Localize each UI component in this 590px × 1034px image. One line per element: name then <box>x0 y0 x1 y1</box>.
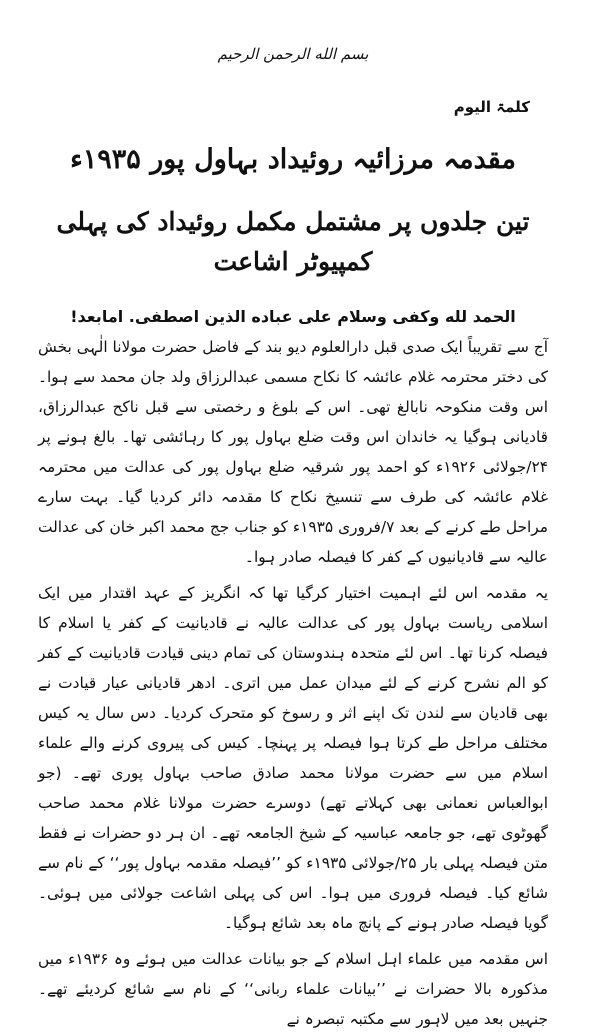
paragraph-3: اس مقدمہ میں علماء اہل اسلام کے جو بیانات عدالت میں ہوئے وہ ۱۹۳۶ء میں مذکورہ بالا حضرات نے ’’بیانات علماء ربانی‘‘ کے نام سے شائع کردیئے تھے۔ جنہیں بعد میں لاہور سے مکتبہ تبصرہ نے <box>38 950 548 1028</box>
body-text <box>38 332 548 1034</box>
section-label: کلمۃ الیوم <box>453 98 530 116</box>
page-title: مقدمہ مرزائیہ روئیداد بہاول پور ۱۹۳۵ء <box>70 144 516 175</box>
page-subtitle: تین جلدوں پر مشتمل مکمل روئیداد کی پہلی کمپیوٹر اشاعت <box>56 207 530 276</box>
opening-invocation: الحمد لله وكفى وسلام على عباده الذين اصطفى. امابعد! <box>70 307 516 326</box>
paragraph-1: آج سے تقریباً ایک صدی قبل دارالعلوم دیو بند کے فاضل حضرت مولانا الٰہی بخش کی دختر محترمہ غلام عائشہ کا نکاح مسمی عبدالرزاق ولد جان محمد سے ہوا۔ اس وقت منکوحہ نابالغ تھی۔ اس کے بلوغ و رخصتی سے قبل ناکح عبدالرزاق، قادیانی ہوگیا یہ خاندان اس وقت ضلع بہاول پور کا رہائشی تھا۔ بالغ ہونے پر ۲۴/جولائی ۱۹۲۶ء کو احمد پور شرقیہ ضلع بہاول پور کی عدالت میں محترمہ غلام عائشہ کی طرف سے تنسیخ نکاح کا مقدمہ دائر کردیا گیا۔ بہت سارے مراحل طے کرنے کے بعد ۷/فروری ۱۹۳۵ء کو جناب جج محمد اکبر خان کی عدالت عالیہ سے قادیانیوں کے کفر کا فیصلہ صادر ہوا۔ <box>38 338 548 566</box>
paragraph-2: یہ مقدمہ اس لئے اہمیت اختیار کرگیا تھا کہ انگریز کے عہد اقتدار میں ایک اسلامی ریاست بہاول پور کی عدالت عالیہ نے قادیانیت کے کفر یا اسلام کا فیصلہ کرنا تھا۔ اس لئے متحدہ ہندوستان کی تمام دینی قیادت قادیانیت کے کفر کو الم نشرح کرنے کے لئے میدان عمل میں اتری۔ ادھر قادیانی عیار قیادت نے بھی قادیان سے لندن تک اپنے اثر و رسوخ کو متحرک کردیا۔ دس سال یہ کیس مختلف مراحل طے کرتا ہوا فیصلہ پر پہنچا۔ کیس کی پیروی کرنے والے علماء اسلام میں سے حضرت مولانا محمد صادق صاحب بہاول پوری تھے۔ (جو ابوالعباس نعمانی بھی کہلاتے تھے) دوسرے حضرت مولانا غلام محمد صاحب گھوٹوی تھے، جو جامعہ عباسیہ کے شیخ الجامعہ تھے۔ ان ہر دو حضرات نے فقط متن فیصلہ پہلی بار ۲۵/جولائی ۱۹۳۵ء کو ’’فیصلہ مقدمہ بہاول پور‘‘ کے نام سے شائع کیا۔ فیصلہ فروری میں ہوا۔ اس کی پہلی اشاعت جولائی میں ہوئی۔ گویا فیصلہ صادر ہونے کے پانچ ماہ بعد شائع ہوگیا۔ <box>38 584 549 932</box>
bismillah-calligraphy: بسم الله الرحمن الرحیم <box>217 45 369 63</box>
